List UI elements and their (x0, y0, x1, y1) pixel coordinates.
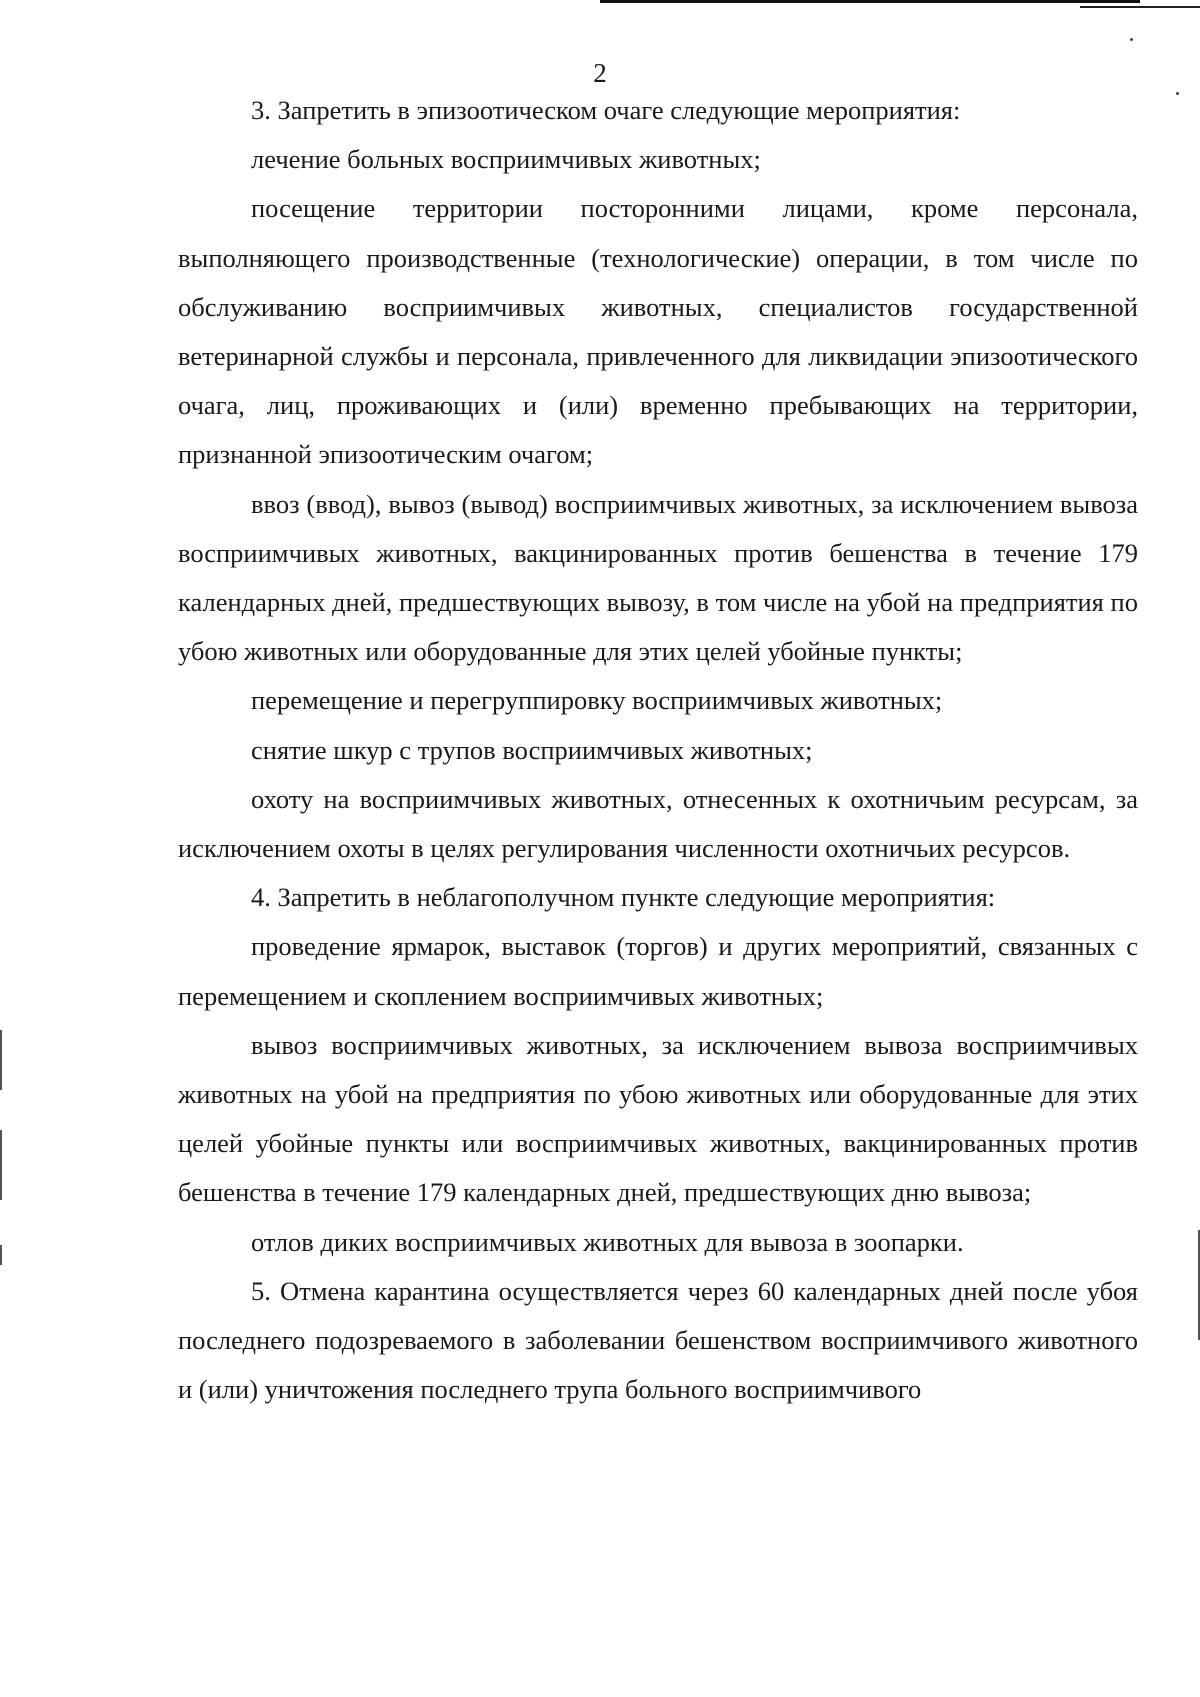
scan-edge-line (1080, 6, 1200, 8)
paragraph: охоту на восприимчивых животных, отнесенных к охотничьим ресурсам, за исключением охоты в целях регулирования численности охотничьих ресурсов. (178, 783, 1138, 864)
scan-edge-mark (0, 1130, 2, 1200)
paragraph: отлов диких восприимчивых животных для вывоза в зоопарки. (251, 1226, 964, 1257)
paragraph: 3. Запретить в эпизоотическом очаге следующие мероприятия: (251, 95, 961, 125)
paragraph: снятие шкур с трупов восприимчивых животных; (251, 734, 813, 765)
paragraph: проведение ярмарок, выставок (торгов) и других мероприятий, связанных с перемещением и скоплением восприимчивых животных; (178, 931, 1138, 1011)
paragraph: посещение территории посторонними лицами, кроме персонала, выполняющего производственные (технологические) операции, в том числе по обслуживанию восприимчивых животных, специалистов государственной ветеринарной службы и персонала, привлеченного для ликвидации эпизоотического очага, лиц, проживающих и (или) временно пребывающих на территории, признанной эпизоотическим очагом; (178, 193, 1138, 470)
paragraph: ввоз (ввод), вывоз (вывод) восприимчивых животных, за исключением вывоза восприимчивых животных, вакцинированных против бешенства в течение 179 календарных дней, предшествующих вывозу, в том числе на убой на предприятия по убою животных или оборудованные для этих целей убойные пункты; (178, 488, 1138, 667)
scan-edge-mark (0, 1030, 2, 1090)
document-body (178, 86, 1138, 1414)
paragraph: перемещение и перегруппировку восприимчивых животных; (251, 685, 943, 716)
scan-speck (1130, 38, 1133, 41)
paragraph: 4. Запретить в неблагополучном пункте следующие мероприятия: (251, 882, 996, 913)
page-number: 2 (593, 58, 607, 88)
paragraph: вывоз восприимчивых животных, за исключением вывоза восприимчивых животных на убой на предприятия по убою животных или оборудованные для этих целей убойные пункты или восприимчивых животных, вакцинированных против бешенства в течение 179 календарных дней, предшествующих дню вывоза; (178, 1029, 1138, 1208)
scan-speck (1176, 92, 1179, 95)
scan-edge-mark (0, 1245, 2, 1265)
paragraph: лечение больных восприимчивых животных; (251, 144, 761, 175)
paragraph: 5. Отмена карантина осуществляется через 60 календарных дней после убоя последнего подозреваемого в заболевании бешенством восприимчивого животного и (или) уничтожения последнего трупа больного восприимчивого (178, 1275, 1138, 1405)
scan-edge-line (600, 0, 1140, 3)
